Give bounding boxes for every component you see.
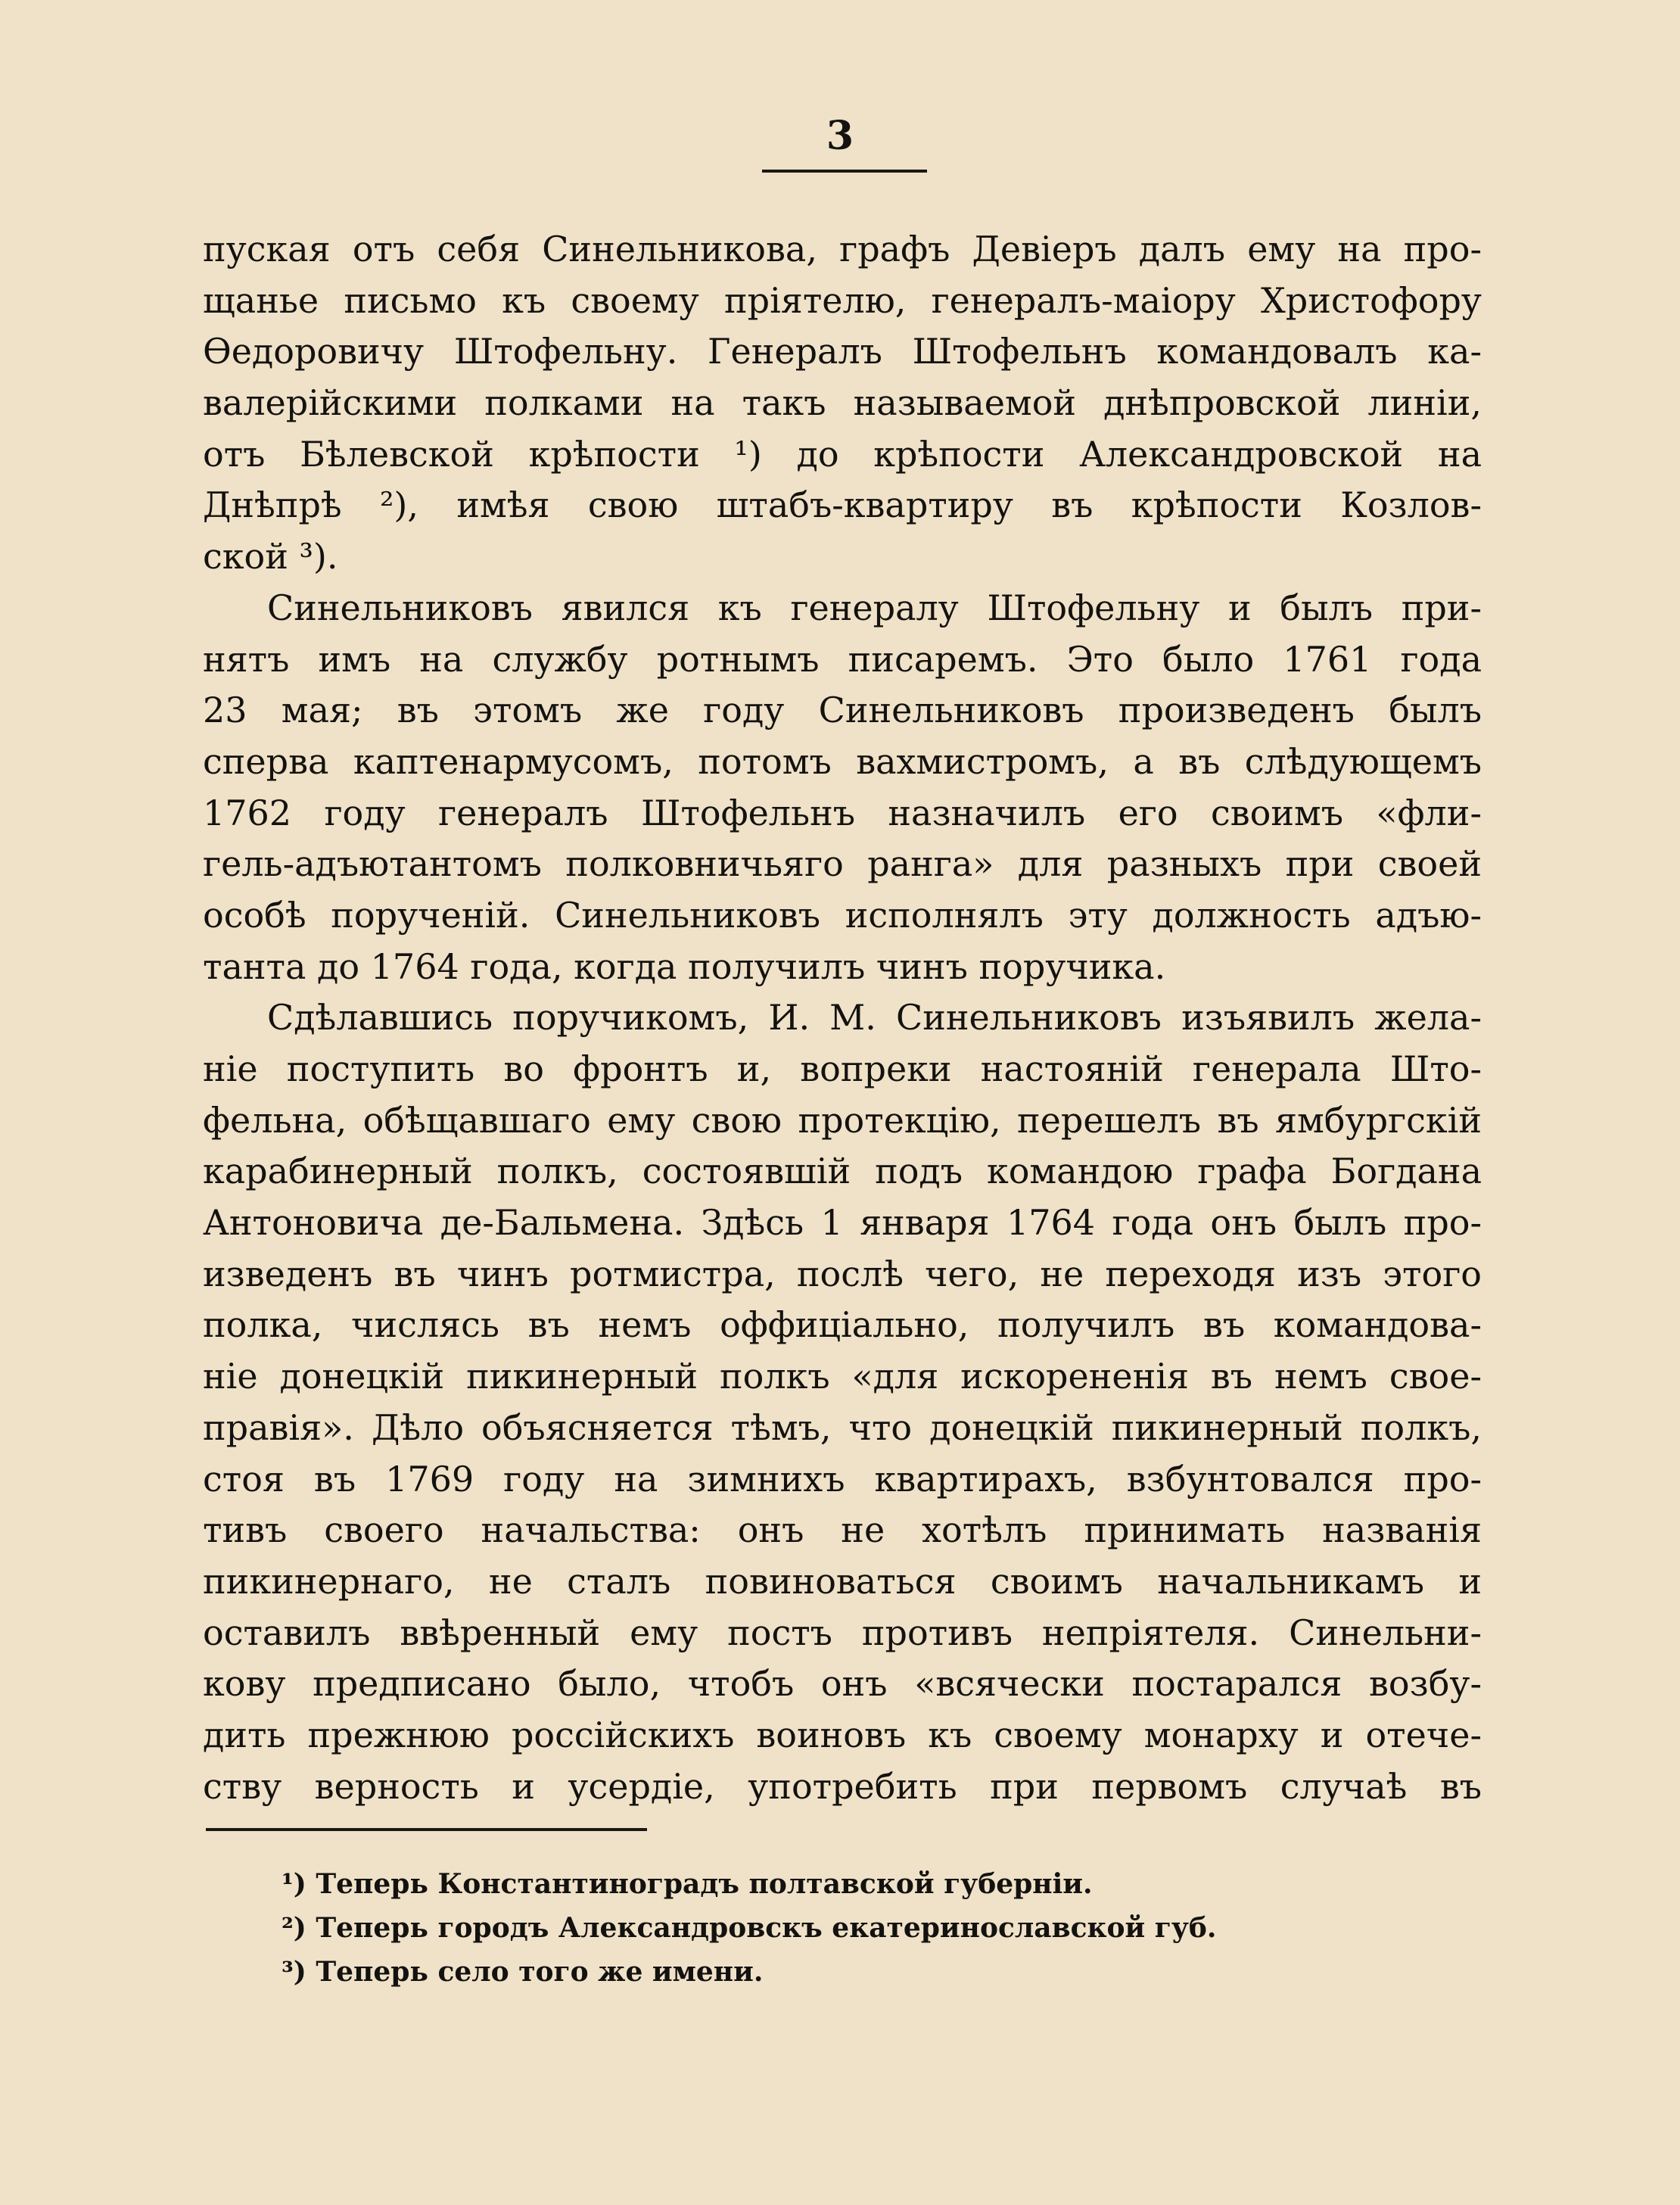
text-line: оставилъ ввѣренный ему постъ противъ непріятеля. Синельни- (203, 1612, 1482, 1653)
text-line: полка, числясь въ немъ оффиціально, получилъ въ командова- (203, 1304, 1482, 1346)
footnote-mark: ³) (282, 1956, 306, 1988)
text-line: гель-адъютантомъ полковничьяго ранга» для разныхъ при своей (203, 843, 1482, 885)
footnote-text: Теперь городъ Александровскъ екатеринославской губ. (316, 1912, 1217, 1944)
text-line: Днѣпрѣ ²), имѣя свою штабъ-квартиру въ крѣпости Козлов- (203, 484, 1482, 526)
footnote-2 (282, 1906, 1417, 1950)
text-line: танта до 1764 года, когда получилъ чинъ поручика. (203, 945, 1166, 987)
body-text (203, 224, 1482, 1812)
text-line: валерійскими полками на такъ называемой днѣпровской линіи, (203, 382, 1482, 424)
paragraph-3 (203, 992, 1482, 1812)
text-line: ской ³). (203, 536, 338, 578)
text-line: тивъ своего начальства: онъ не хотѣлъ принимать названія (203, 1509, 1482, 1551)
text-line: пикинернаго, не сталъ повиноваться своимъ начальникамъ и (203, 1560, 1482, 1602)
text-line: пуская отъ себя Синельникова, графъ Девіеръ далъ ему на про- (203, 229, 1482, 269)
text-line: нятъ имъ на службу ротнымъ писаремъ. Это было 1761 года (203, 638, 1482, 680)
text-line: изведенъ въ чинъ ротмистра, послѣ чего, не переходя изъ этого (203, 1253, 1482, 1294)
text-line: ніе поступить во фронтъ и, вопреки настояній генерала Што- (203, 1048, 1482, 1089)
text-line: отъ Бѣлевской крѣпости ¹) до крѣпости Александровской на (203, 433, 1482, 475)
text-line: Ѳедоровичу Штофельну. Генералъ Штофельнъ командовалъ ка- (203, 331, 1482, 372)
footnote-rule (206, 1828, 647, 1831)
footnote-3 (282, 1950, 1417, 1994)
text-line: 23 мая; въ этомъ же году Синельниковъ произведенъ былъ (203, 690, 1482, 731)
text-line: сперва каптенармусомъ, потомъ вахмистромъ, а въ слѣдующемъ (203, 740, 1482, 782)
page-number: 3 (826, 113, 854, 159)
header-rule (762, 170, 927, 173)
text-line: карабинерный полкъ, состоявшій подъ командою графа Богдана (203, 1151, 1482, 1192)
footnote-1 (282, 1862, 1417, 1906)
text-line: Синельниковъ явился къ генералу Штофельну и былъ при- (267, 587, 1482, 628)
text-line: Сдѣлавшись поручикомъ, И. М. Синельниковъ изъявилъ жела- (267, 997, 1482, 1039)
footnote-mark: ¹) (282, 1868, 306, 1900)
text-line: дить прежнюю россійскихъ воиновъ къ своему монарху и отече- (203, 1714, 1482, 1755)
footnote-text: Теперь Константиноградъ полтавской губерніи. (316, 1868, 1093, 1900)
text-line: фельна, обѣщавшаго ему свою протекцію, перешелъ въ ямбургскій (203, 1099, 1482, 1141)
text-line: ству верность и усердіе, употребить при первомъ случаѣ въ (203, 1765, 1482, 1807)
footnotes (282, 1862, 1417, 1994)
text-line: кову предписано было, чтобъ онъ «всячески постарался возбу- (203, 1663, 1482, 1705)
text-line: щанье письмо къ своему пріятелю, генералъ-маіору Христофору (203, 279, 1482, 321)
text-line: Антоновича де-Бальмена. Здѣсь 1 января 1764 года онъ былъ про- (203, 1202, 1482, 1244)
text-line: особѣ порученій. Синельниковъ исполнялъ эту должность адъю- (203, 894, 1482, 936)
footnote-mark: ²) (282, 1912, 306, 1944)
text-line: правія». Дѣло объясняется тѣмъ, что донецкій пикинерный полкъ, (203, 1406, 1482, 1448)
paragraph-1 (203, 224, 1482, 583)
footnote-text: Теперь село того же имени. (316, 1956, 764, 1988)
text-line: 1762 году генералъ Штофельнъ назначилъ его своимъ «фли- (203, 792, 1482, 833)
text-line: стоя въ 1769 году на зимнихъ квартирахъ, взбунтовался про- (203, 1458, 1482, 1500)
paragraph-2 (203, 583, 1482, 993)
text-line: ніе донецкій пикинерный полкъ «для искорененія въ немъ свое- (203, 1356, 1482, 1397)
